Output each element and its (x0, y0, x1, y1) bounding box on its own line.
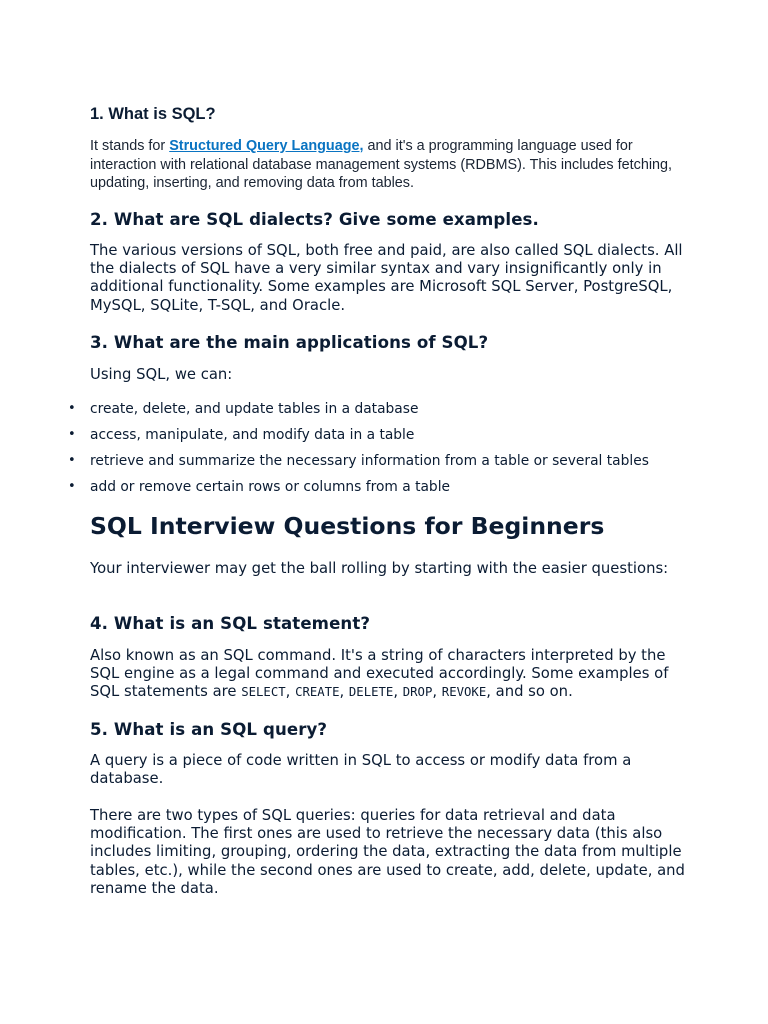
list-item (68, 452, 740, 478)
q5-paragraph-1: A query is a piece of code written in SQL to access or modify data from a database. (90, 752, 632, 788)
code-delete: DELETE (348, 685, 394, 700)
q3-heading: 3. What are the main applications of SQL? (90, 333, 489, 352)
list-item-text: create, delete, and update tables in a database (90, 401, 419, 417)
applications-list (68, 400, 740, 504)
list-item (68, 400, 740, 426)
q5-heading: 5. What is an SQL query? (90, 720, 328, 739)
code-drop: DROP (402, 685, 433, 700)
q1-text-after: and it's a programming language used for interaction with relational database management systems (RDBMS). This includes fetching, updating, inserting, and removing data from tables. (90, 138, 673, 191)
bullet-icon: • (68, 453, 76, 468)
code-select: SELECT (241, 685, 286, 700)
separator: , (285, 683, 296, 701)
sql-link[interactable]: Structured Query Language, (169, 138, 364, 154)
q5-paragraph-2: There are two types of SQL queries: queries for data retrieval and data modification. The first ones are used to retrieve the necessary data (this also includes limiting, grouping, ordering the data, extracting the data from multiple tables, etc.), while the second ones are used to create, add, delete, update, and rename the data. (90, 807, 685, 897)
q2-heading: 2. What are SQL dialects? Give some examples. (90, 210, 539, 229)
list-item-text: add or remove certain rows or columns from a table (90, 479, 451, 495)
list-item-text: access, manipulate, and modify data in a table (90, 427, 415, 443)
q4-text: Also known as an SQL command. It's a string of characters interpreted by the SQL engine as a legal command and executed accordingly. Some examples of SQL statements are (90, 647, 669, 701)
bullet-icon: • (68, 427, 76, 442)
q4-paragraph (90, 647, 690, 702)
q1-paragraph (90, 137, 680, 193)
code-revoke: REVOKE (441, 685, 487, 700)
q2-paragraph: The various versions of SQL, both free and paid, are also called SQL dialects. All the dialects of SQL have a very similar syntax and vary insignificantly only in additional functionality. Some examples are Microsoft SQL Server, PostgreSQL, MySQL, SQLite, T-SQL, and Oracle. (90, 242, 683, 314)
bullet-icon: • (68, 401, 76, 416)
code-create: CREATE (295, 685, 340, 700)
q3-intro: Using SQL, we can: (90, 366, 233, 383)
list-item (68, 426, 740, 452)
separator: , (432, 683, 442, 701)
q1-heading: 1. What is SQL? (90, 105, 216, 123)
section-title: SQL Interview Questions for Beginners (90, 512, 605, 540)
list-item (68, 478, 740, 504)
separator: , (339, 683, 349, 701)
q4-tail: , and so on. (486, 683, 573, 701)
q1-text-before: It stands for (90, 138, 170, 154)
list-item-text: retrieve and summarize the necessary information from a table or several tables (90, 453, 649, 469)
separator: , (393, 683, 403, 701)
q4-heading: 4. What is an SQL statement? (90, 614, 371, 633)
bullet-icon: • (68, 479, 76, 494)
section-intro: Your interviewer may get the ball rolling by starting with the easier questions: (90, 560, 669, 577)
